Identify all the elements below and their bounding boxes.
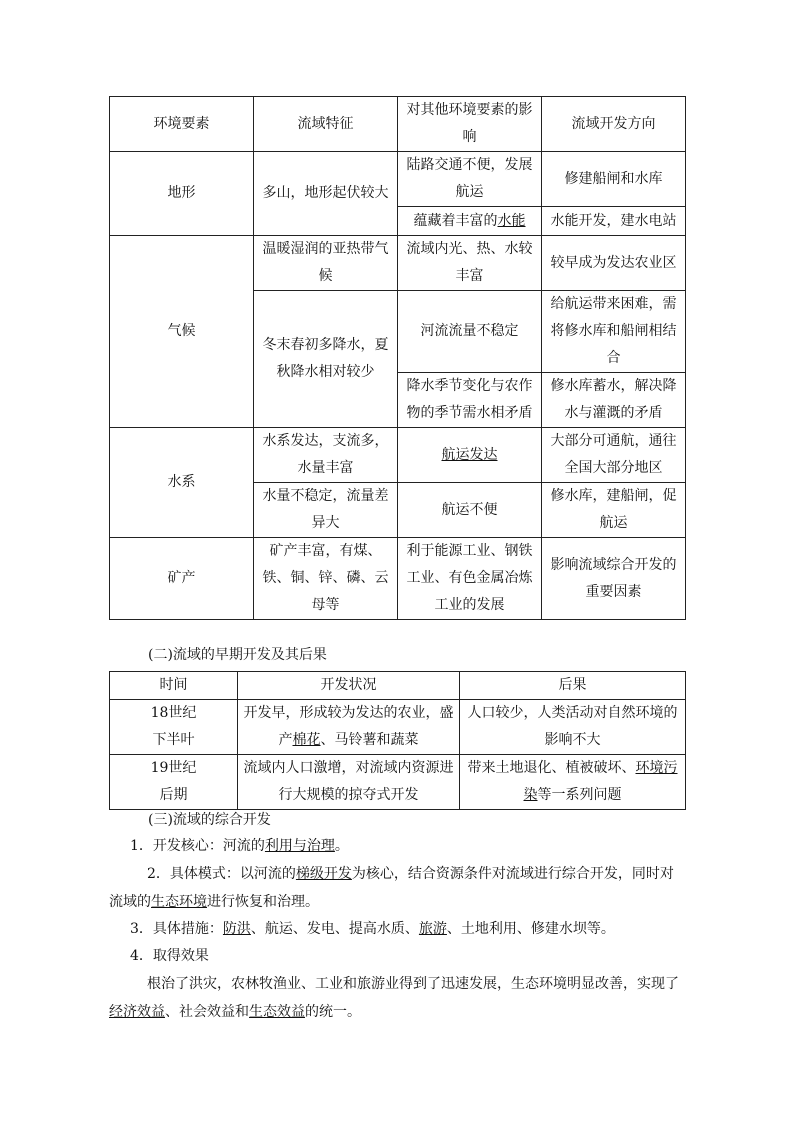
header-result: 后果 [460, 672, 686, 700]
table-row [110, 755, 686, 810]
mineral-direction: 影响流域综合开发的重要因素 [542, 538, 686, 620]
point-4: 4．取得效果 [130, 948, 209, 964]
climate-direction-1: 较早成为发达农业区 [542, 236, 686, 291]
underlined-term: 棉花 [292, 732, 321, 748]
result-paragraph: 根治了洪灾，农林牧渔业、工业和旅游业得到了迅速发展，生态环境明显改善，实现了经济效益、社会效益和生态效益的统一。 [109, 976, 679, 1020]
water-element: 水系 [110, 428, 254, 538]
table1-header-row [110, 97, 686, 152]
underlined-term: 生态环境 [151, 894, 207, 910]
underlined-term: 梯级开发 [295, 866, 352, 882]
table-row [110, 700, 686, 755]
terrain-direction-1: 修建船闸和水库 [542, 152, 686, 207]
header-impact: 对其他环境要素的影响 [398, 97, 542, 152]
underlined-term: 航运发达 [441, 446, 498, 463]
table-row [110, 538, 686, 620]
point-3: 3．具体措施：防洪、航运、发电、提高水质、旅游、土地利用、修建水坝等。 [130, 921, 615, 937]
point-1: 1．开发核心：河流的利用与治理。 [130, 838, 349, 854]
row1-result: 人口较少，人类活动对自然环境的影响不大 [460, 700, 686, 755]
climate-impact-2: 河流流量不稳定 [398, 291, 542, 373]
terrain-direction-2: 水能开发，建水电站 [542, 207, 686, 236]
mineral-impact: 利于能源工业、钢铁工业、有色金属冶炼工业的发展 [398, 538, 542, 620]
climate-direction-2: 给航运带来困难，需将修水库和船闸相结合 [542, 291, 686, 373]
underlined-term: 利用与治理 [264, 838, 335, 854]
terrain-impact-1: 陆路交通不便，发展航运 [398, 152, 542, 207]
water-impact-1 [398, 428, 542, 483]
header-development: 开发状况 [238, 672, 460, 700]
underlined-term: 旅游 [418, 921, 447, 937]
underlined-term: 水能 [497, 212, 526, 229]
terrain-impact-2: 蕴藏着丰富的水能 [398, 207, 542, 236]
row2-time: 19世纪后期 [110, 755, 238, 810]
table2-header-row [110, 672, 686, 700]
table-row [110, 152, 686, 207]
header-time: 时间 [110, 672, 238, 700]
underlined-term: 经济效益 [109, 1004, 165, 1020]
water-direction-1: 大部分可通航，通往全国大部分地区 [542, 428, 686, 483]
terrain-element: 地形 [110, 152, 254, 236]
water-feature-2: 水量不稳定，流量差异大 [254, 483, 398, 538]
climate-direction-3: 修水库蓄水，解决降水与灌溉的矛盾 [542, 373, 686, 428]
climate-element: 气候 [110, 236, 254, 428]
climate-feature-1: 温暖湿润的亚热带气候 [254, 236, 398, 291]
section2-title: (二)流域的早期开发及其后果 [148, 647, 327, 663]
underlined-term: 防洪 [222, 921, 251, 937]
mineral-element: 矿产 [110, 538, 254, 620]
row2-development: 流域内人口激增，对流域内资源进行大规模的掠夺式开发 [238, 755, 460, 810]
mineral-feature: 矿产丰富，有煤、铁、铜、锌、磷、云母等 [254, 538, 398, 620]
terrain-feature: 多山，地形起伏较大 [254, 152, 398, 236]
watershed-factors-table [109, 96, 686, 620]
climate-impact-3: 降水季节变化与农作物的季节需水相矛盾 [398, 373, 542, 428]
row1-development: 开发早，形成较为发达的农业，盛产棉花、马铃薯和蔬菜 [238, 700, 460, 755]
header-direction: 流域开发方向 [542, 97, 686, 152]
early-development-table [109, 671, 686, 810]
table-row [110, 236, 686, 291]
water-impact-2: 航运不便 [398, 483, 542, 538]
row1-time: 18世纪下半叶 [110, 700, 238, 755]
climate-impact-1: 流域内光、热、水较丰富 [398, 236, 542, 291]
header-element: 环境要素 [110, 97, 254, 152]
underlined-term: 生态效益 [249, 1004, 305, 1020]
header-feature: 流域特征 [254, 97, 398, 152]
table-row [110, 428, 686, 483]
point-2: 2．具体模式：以河流的梯级开发为核心，结合资源条件对流域进行综合开发，同时对流域的生态环境进行恢复和治理。 [109, 866, 674, 910]
water-feature-1: 水系发达，支流多，水量丰富 [254, 428, 398, 483]
section3-title: (三)流域的综合开发 [148, 812, 271, 828]
water-direction-2: 修水库，建船闸，促航运 [542, 483, 686, 538]
climate-feature-2: 冬末春初多降水，夏秋降水相对较少 [254, 291, 398, 428]
underlined-term: 环境污染 [523, 760, 678, 803]
row2-result: 带来土地退化、植被破坏、环境污染等一系列问题 [460, 755, 686, 810]
